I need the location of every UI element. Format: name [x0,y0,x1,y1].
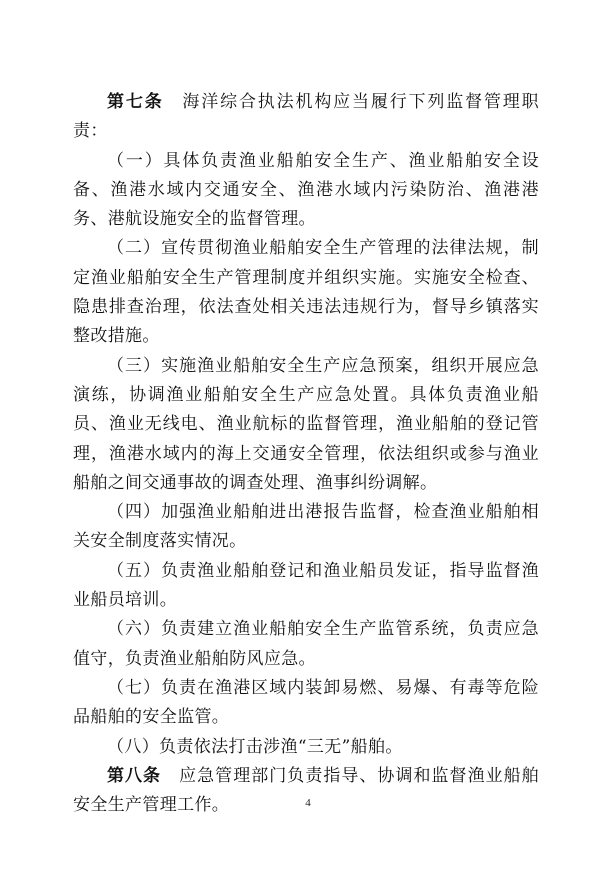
article-8-paragraph [73,762,539,821]
paragraph-text: 应急管理部门负责指导、协调和监督渔业船舶安全生产管理工作。 [73,765,539,816]
paragraph-text: （二）宣传贯彻渔业船舶安全生产管理的法律法规，制定渔业船舶安全生产管理制度并组织实施。实施安全检查、隐患排查治理，依法查处相关违法违规行为，督导乡镇落实整改措施。 [73,238,539,347]
paragraph-text: （七）负责在渔港区域内装卸易燃、易爆、有毒等危险品船舶的安全监管。 [73,677,539,728]
paragraph-text: （五）负责渔业船舶登记和渔业船员发证，指导监督渔业船员培训。 [73,560,539,611]
article-label: 第八条 [107,765,162,786]
clause-paragraph [73,147,539,235]
page-number: 4 [305,797,311,809]
paragraph-text: （八）负责依法打击涉渔“三无”船舶。 [107,736,403,757]
paragraph-text: （四）加强渔业船舶进出港报告监督，检查渔业船舶相关安全制度落实情况。 [73,502,539,552]
paragraph-text: （三）实施渔业船舶安全生产应急预案，组织开展应急演练，协调渔业船舶安全生产应急处置。具体负责渔业船员、渔业无线电、渔业航标的监督管理，渔业船舶的登记管理，渔港水域内的海上交通安全管理，依法组织或参与渔业船舶之间交通事故的调查处理、渔事纠纷调解。 [73,355,539,493]
clause-paragraph [73,674,539,733]
document-body [73,88,539,820]
clause-paragraph [73,234,539,351]
clause-paragraph [73,498,539,557]
paragraph-text: （六）负责建立渔业船舶安全生产监管系统，负责应急值守，负责渔业船舶防风应急。 [73,619,539,669]
clause-paragraph [73,615,539,674]
article-label: 第七条 [107,92,164,112]
clause-paragraph [73,352,539,498]
article-7-heading-paragraph [73,88,539,147]
paragraph-text: （一）具体负责渔业船舶安全生产、渔业船舶安全设备、渔港水域内交通安全、渔港水域内污染防治、渔港港务、港航设施安全的监督管理。 [73,150,539,230]
clause-paragraph [73,557,539,616]
paragraph-text: 海洋综合执法机构应当履行下列监督管理职责： [73,92,539,142]
clause-paragraph [73,733,539,762]
